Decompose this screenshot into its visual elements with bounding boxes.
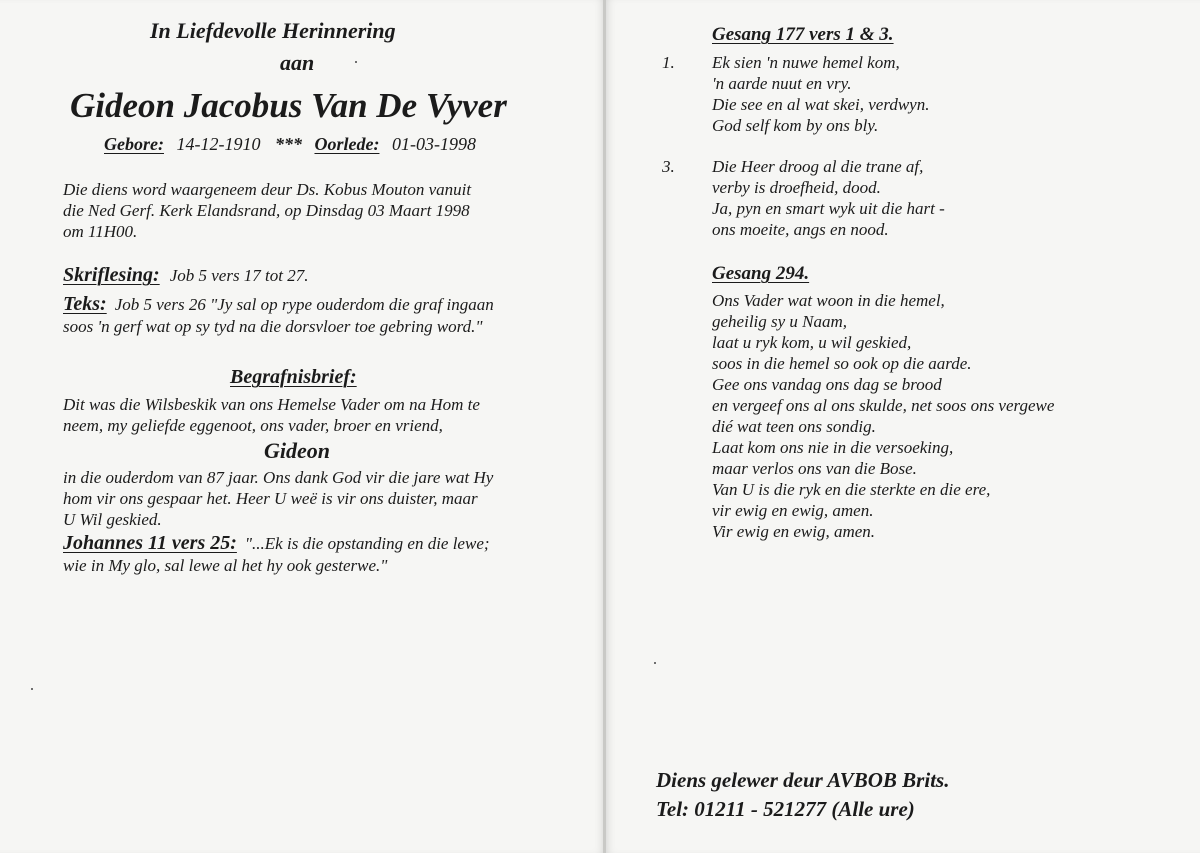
right-page [606, 0, 1200, 853]
hymn-line: dié wat teen ons sondig. [712, 417, 876, 436]
service-line: die Ned Gerf. Kerk Elandsrand, op Dinsdag 03 Maart 1998 [63, 201, 470, 220]
born-label: Gebore: [104, 134, 164, 154]
hymn-1-verse-1-number: 1. [662, 53, 675, 72]
hymn-line: Laat kom ons nie in die versoeking, [712, 438, 954, 457]
hymn-1-verse-3 [712, 156, 945, 240]
provider-phone: Tel: 01211 - 521277 (Alle ure) [656, 797, 915, 821]
hymn-2-text [712, 290, 1054, 542]
hymn-line: Vir ewig en ewig, amen. [712, 522, 876, 541]
deceased-name: Gideon Jacobus Van De Vyver [70, 86, 507, 125]
hymn-1-verse-3-number: 3. [662, 157, 675, 176]
service-line: Die diens word waargeneem deur Ds. Kobus Mouton vanuit [63, 180, 472, 199]
heading-line-2: aan [280, 50, 315, 75]
born-date: 14-12-1910 [176, 134, 261, 154]
text-label: Teks: [63, 293, 107, 315]
reading-label: Skriflesing: [63, 264, 160, 286]
hymn-line: vir ewig en ewig, amen. [712, 501, 874, 520]
sermon-text [63, 293, 494, 337]
heading-line-1: In Liefdevolle Herinnering [150, 18, 396, 43]
letter-paragraph-2 [63, 467, 493, 530]
hymn-line: geheilig sy u Naam, [712, 312, 848, 331]
letter-name: Gideon [264, 438, 330, 463]
print-speck [31, 688, 33, 690]
letter-line: U Wil geskied. [63, 510, 162, 529]
letter-line: neem, my geliefde eggenoot, ons vader, broer en vriend, [63, 416, 443, 435]
verse-line-1: "...Ek is die opstanding en die lewe; [244, 534, 490, 553]
letter-title: Begrafnisbrief: [230, 366, 357, 388]
hymn-line: maar verlos ons van die Bose. [712, 459, 917, 478]
hymn-line: laat u ryk kom, u wil geskied, [712, 333, 912, 352]
funeral-service-provider: Diens gelewer deur AVBOB Brits. [656, 768, 950, 792]
hymn-1-title: Gesang 177 vers 1 & 3. [712, 24, 894, 45]
hymn-line: Die Heer droog al die trane af, [712, 157, 924, 176]
letter-line: hom vir ons gespaar het. Heer U weë is vir ons duister, maar [63, 489, 478, 508]
print-speck [654, 662, 656, 664]
died-date: 01-03-1998 [391, 134, 476, 154]
hymn-line: Gee ons vandag ons dag se brood [712, 375, 942, 394]
hymn-line: en vergeef ons al ons skulde, net soos ons vergewe [712, 396, 1055, 415]
hymn-line: God self kom by ons bly. [712, 116, 879, 135]
hymn-line: Ons Vader wat woon in die hemel, [712, 291, 945, 310]
text-line-2: soos 'n gerf wat op sy tyd na die dorsvloer toe gebring word." [63, 317, 483, 336]
text-line-1: Job 5 vers 26 "Jy sal op rype ouderdom die graf ingaan [114, 295, 494, 314]
hymn-line: Die see en al wat skei, verdwyn. [712, 95, 930, 114]
closing-verse [63, 532, 490, 576]
died-label: Oorlede: [314, 134, 380, 154]
hymn-1-verse-1 [712, 52, 929, 136]
hymn-line: Van U is die ryk en die sterkte en die ere, [712, 480, 991, 499]
hymn-line: Ek sien 'n nuwe hemel kom, [712, 53, 900, 72]
letter-line: Dit was die Wilsbeskik van ons Hemelse Vader om na Hom te [63, 395, 480, 414]
hymn-line: verby is droefheid, dood. [712, 178, 881, 197]
hymn-line: soos in die hemel so ook op die aarde. [712, 354, 972, 373]
service-paragraph [63, 179, 471, 242]
hymn-2-title: Gesang 294. [712, 263, 810, 284]
print-speck [355, 61, 357, 63]
verse-line-2: wie in My glo, sal lewe al het hy ook gesterwe." [63, 556, 388, 575]
scripture-reading [63, 264, 309, 287]
service-line: om 11H00. [63, 222, 138, 241]
hymn-line: 'n aarde nuut en vry. [712, 74, 852, 93]
hymn-line: ons moeite, angs en nood. [712, 220, 889, 239]
reading-text: Job 5 vers 17 tot 27. [169, 266, 309, 285]
letter-paragraph-1 [63, 394, 480, 436]
dates-line [104, 134, 476, 155]
date-separator: *** [274, 134, 302, 154]
hymn-line: Ja, pyn en smart wyk uit die hart - [712, 199, 945, 218]
letter-line: in die ouderdom van 87 jaar. Ons dank God vir die jare wat Hy [63, 468, 494, 487]
verse-label: Johannes 11 vers 25: [63, 532, 237, 554]
